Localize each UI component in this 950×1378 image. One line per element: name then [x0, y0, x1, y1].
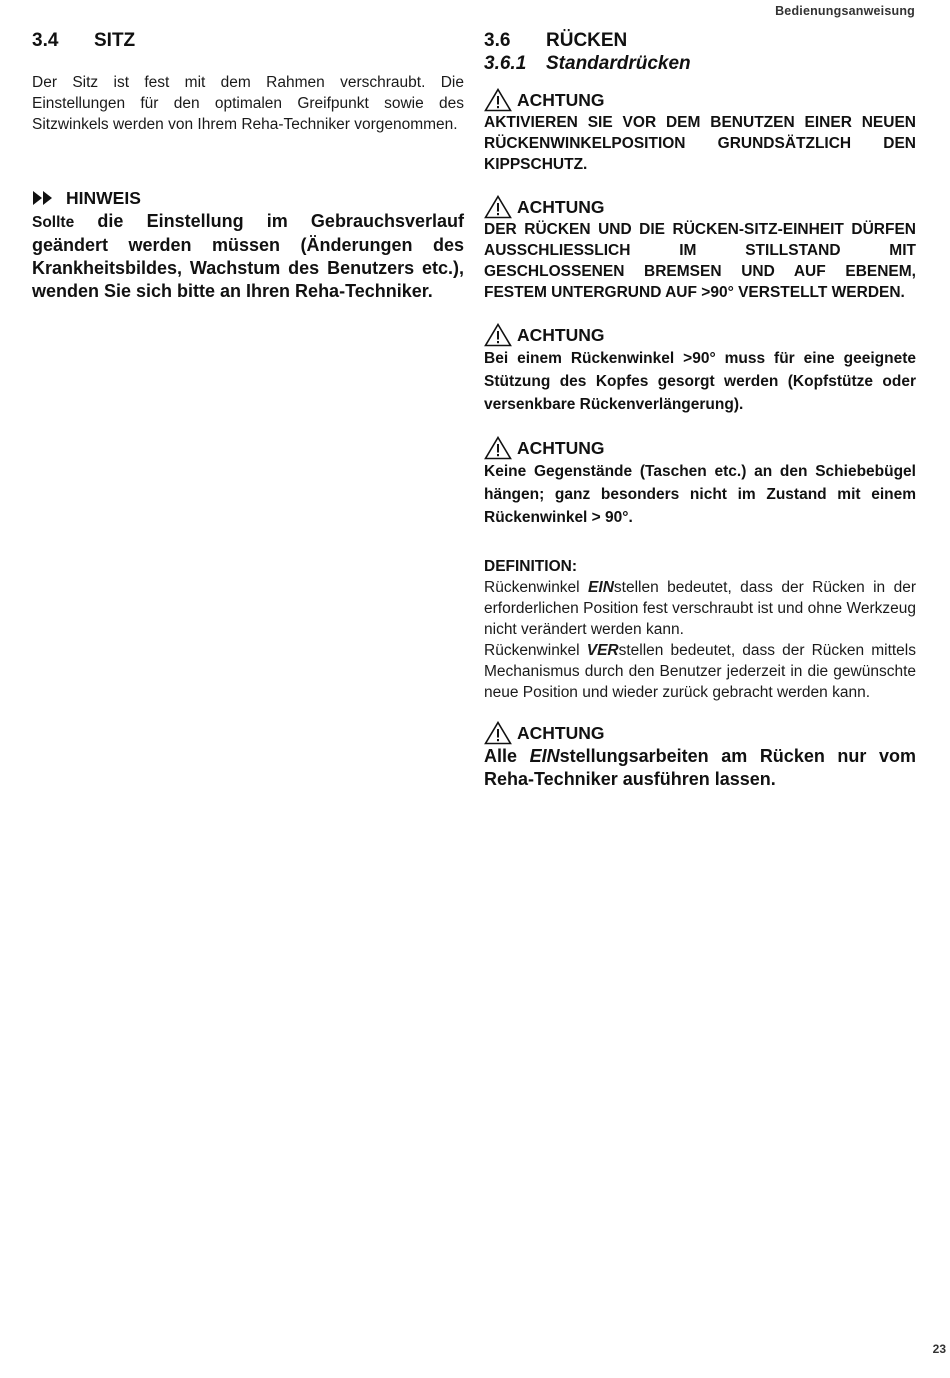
warning-title: ACHTUNG	[517, 90, 605, 110]
warning-title: ACHTUNG	[517, 325, 605, 345]
page-number: 23	[932, 1342, 946, 1356]
warning-emphasis: EIN	[529, 746, 560, 766]
hint-text	[32, 210, 464, 303]
warning-triangle-icon	[484, 323, 512, 347]
subsection-title: Standardrücken	[546, 53, 691, 74]
definition-text: stellen bedeutet, dass der Rücken mittels Mechanismus durch den Benutzer jederzeit in die gewünschte neue Position und wieder zurück gebracht werden kann.	[484, 642, 916, 701]
definition-text: stellen bedeutet, dass der Rücken in der erforderlichen Position fest verschraubt ist und ohne Werkzeug nicht verändert werden kann.	[484, 579, 916, 638]
definition-title: DEFINITION:	[484, 558, 577, 575]
subsection-number: 3.6.1	[484, 53, 527, 74]
section-number: 3.6	[484, 30, 511, 51]
double-arrow-icon	[32, 190, 56, 206]
definition-text: Rückenwinkel	[484, 579, 589, 596]
warning-title: ACHTUNG	[517, 723, 605, 743]
warning-triangle-icon	[484, 436, 512, 460]
warning-text: DER RÜCKEN UND DIE RÜCKEN-SITZ-EINHEIT DÜRFEN AUSSCHLIESSLICH IM STILLSTAND MIT GESCHLOSSENEN BREMSEN UND AUF EBENEM, FESTEM UNTERGRUND AUF >90° VERSTELLT WERDEN.	[484, 221, 916, 301]
definition-paragraph-ein	[484, 577, 916, 640]
warning-text-part: Alle	[484, 746, 530, 766]
hint-title: HINWEIS	[66, 188, 141, 208]
warning-text: AKTIVIEREN SIE VOR DEM BENUTZEN EINER NEUEN RÜCKENWINKELPOSITION GRUNDSÄTZLICH DEN KIPPSCHUTZ.	[484, 114, 916, 173]
warning-block	[484, 721, 916, 791]
warning-text	[484, 745, 916, 791]
section-heading-ruecken	[484, 30, 916, 52]
warning-title-row	[484, 721, 916, 745]
warning-triangle-icon	[484, 195, 512, 219]
warning-text: Keine Gegenstände (Taschen etc.) an den Schiebebügel hängen; ganz besonders nicht im Zustand mit einem Rückenwinkel > 90°.	[484, 463, 916, 526]
section-title: SITZ	[94, 30, 136, 51]
warning-triangle-icon	[484, 721, 512, 745]
warning-block	[484, 88, 916, 175]
section-heading-sitz	[32, 30, 464, 52]
sitz-paragraph: Der Sitz ist fest mit dem Rahmen verschraubt. Die Einstellungen für den optimalen Greifpunkt sowie des Sitzwinkels werden von Ihrem Reha-Techniker vorgenommen.	[32, 74, 464, 133]
hint-block	[32, 187, 464, 303]
hint-title-row	[32, 187, 464, 209]
definition-paragraph-ver	[484, 640, 916, 703]
definition-emphasis: VER	[586, 642, 619, 659]
subsection-heading	[484, 52, 916, 76]
warning-text: Bei einem Rückenwinkel >90° muss für eine geeignete Stützung des Kopfes gesorgt werden (Kopfstütze oder versenkbare Rückenverlängerung).	[484, 350, 916, 413]
warning-block	[484, 436, 916, 529]
left-column	[32, 30, 464, 303]
hint-lead: Sollte	[32, 214, 75, 231]
warning-title-row	[484, 88, 916, 112]
section-title: RÜCKEN	[546, 30, 628, 51]
document-header: Bedienungsanweisung	[775, 4, 915, 18]
right-column	[484, 30, 916, 791]
definition-block	[484, 557, 916, 703]
warning-title-row	[484, 195, 916, 219]
warning-text-part: stellungsarbeiten am Rücken nur vom Reha-Techniker ausführen lassen.	[484, 746, 916, 789]
warning-title: ACHTUNG	[517, 438, 605, 458]
warning-block	[484, 323, 916, 416]
warning-title: ACHTUNG	[517, 197, 605, 217]
warning-title-row	[484, 436, 916, 460]
definition-text: Rückenwinkel	[484, 642, 587, 659]
warning-block	[484, 195, 916, 303]
warning-title-row	[484, 323, 916, 347]
hint-body: die Einstellung im Gebrauchsverlauf geändert werden müssen (Änderungen des Krankheitsbildes, Wachstum des Benutzers etc.), wenden Sie sich bitte an Ihren Reha-Techniker.	[32, 211, 464, 301]
definition-emphasis: EIN	[588, 579, 614, 596]
warning-triangle-icon	[484, 88, 512, 112]
section-number: 3.4	[32, 30, 59, 51]
